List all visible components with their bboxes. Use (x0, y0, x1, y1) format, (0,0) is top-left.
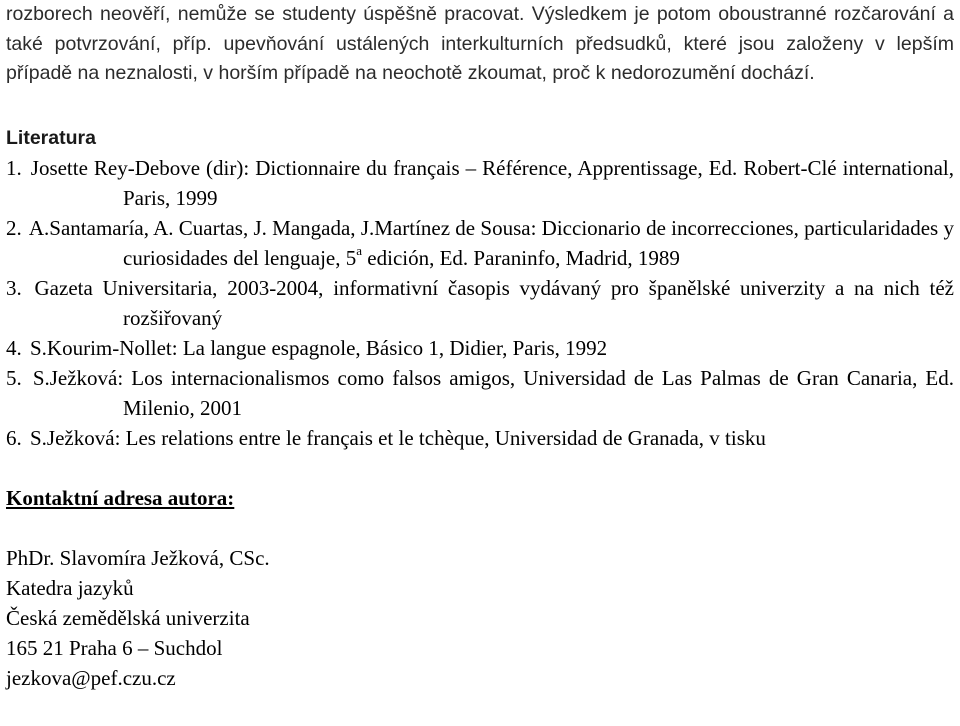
reference-item-5 (6, 363, 954, 423)
reference-text: S.Ježková: Los internacionalismos como falsos amigos, Universidad de Las Palmas de Gran Canaria, Ed. Milenio, 2001 (32, 365, 954, 420)
reference-number: 5. (6, 365, 22, 390)
reference-number: 2. (6, 215, 22, 240)
contact-department: Katedra jazyků (6, 575, 134, 600)
contact-heading: Kontaktní adresa autora: (6, 485, 235, 510)
contact-address: 165 21 Praha 6 – Suchdol (6, 636, 223, 661)
reference-number: 4. (6, 335, 22, 360)
reference-superscript: a (356, 242, 363, 258)
reference-number: 1. (6, 155, 22, 180)
contact-university: Česká zemědělská univerzita (6, 605, 250, 630)
reference-number: 6. (6, 425, 22, 450)
literature-heading: Literatura (6, 126, 96, 149)
reference-item-2 (6, 213, 954, 273)
reference-list (6, 153, 954, 453)
contact-email: jezkova@pef.czu.cz (6, 666, 176, 691)
contact-block (6, 543, 954, 694)
reference-item-3 (6, 273, 954, 333)
reference-item-6 (6, 423, 954, 453)
reference-item-1 (6, 153, 954, 213)
reference-text: Josette Rey-Debove (dir): Dictionnaire du français – Référence, Apprentissage, Ed. Robert-Clé international, Paris, 1999 (30, 155, 955, 210)
intro-paragraph: rozborech neověří, nemůže se studenty úspěšně pracovat. Výsledkem je potom oboustranné rozčarování a také potvrzování, příp. upevňování ustálených interkulturních předsudků, které jsou založeny v lepším případě na neznalosti, v horším případě na neochotě zkoumat, proč k nedorozumění dochází. (6, 3, 954, 84)
contact-name: PhDr. Slavomíra Ježková, CSc. (6, 545, 270, 570)
reference-text-cont: edición, Ed. Paraninfo, Madrid, 1989 (362, 245, 680, 270)
reference-text: S.Ježková: Les relations entre le français et le tchèque, Universidad de Granada, v tisku (30, 425, 766, 450)
reference-item-4 (6, 333, 954, 363)
reference-text: Gazeta Universitaria, 2003-2004, informativní časopis vydávaný pro španělské univerzity a na nich též rozšiřovaný (34, 275, 955, 330)
document-page (6, 0, 954, 694)
reference-text: S.Kourim-Nollet: La langue espagnole, Básico 1, Didier, Paris, 1992 (30, 335, 608, 360)
reference-number: 3. (6, 275, 22, 300)
reference-text: A.Santamaría, A. Cuartas, J. Mangada, J.Martínez de Sousa: Diccionario de incorrecciones, particularidades y curiosidades del lenguaje, 5 (28, 215, 954, 270)
